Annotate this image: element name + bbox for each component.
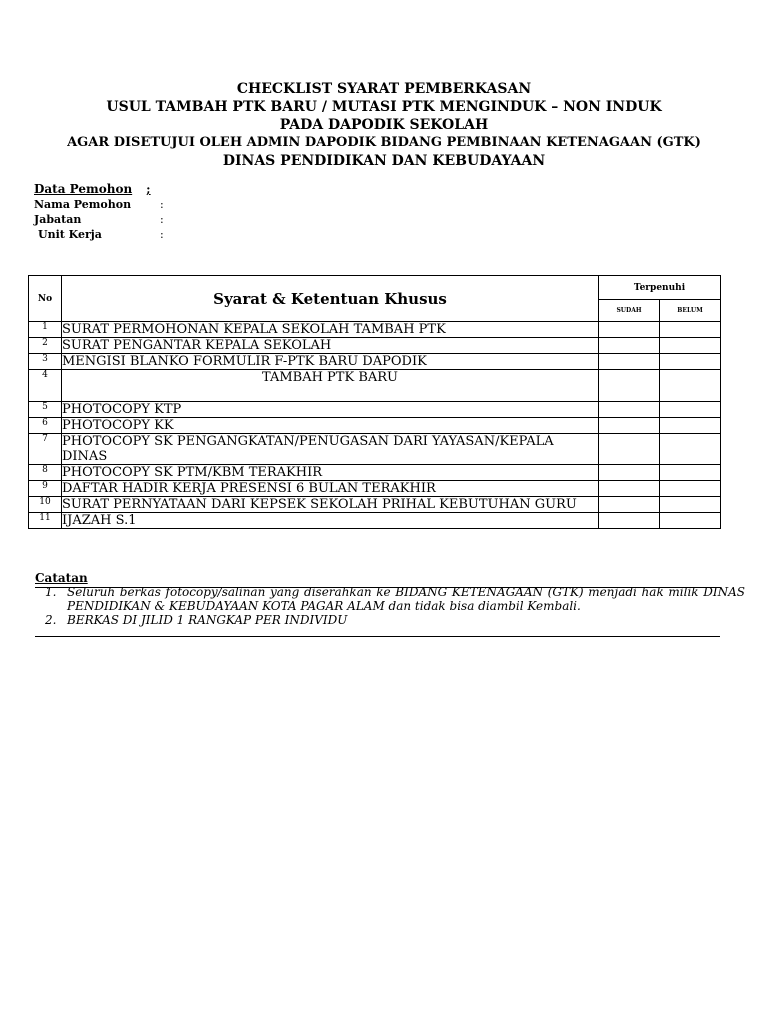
table-row bbox=[29, 434, 721, 465]
row-requirement: SURAT PERMOHONAN KEPALA SEKOLAH TAMBAH PTK bbox=[62, 322, 599, 338]
title-line-1: CHECKLIST SYARAT PEMBERKASAN bbox=[236, 81, 532, 97]
table-row bbox=[29, 338, 721, 354]
row-requirement: PHOTOCOPY SK PENGANGKATAN/PENUGASAN DARI YAYASAN/KEPALA DINAS bbox=[62, 434, 599, 465]
sudah-checkbox-cell[interactable] bbox=[599, 465, 660, 481]
row-number: 9 bbox=[29, 481, 62, 497]
notes-section bbox=[35, 571, 745, 627]
field-label: Jabatan bbox=[34, 213, 82, 226]
belum-checkbox-cell[interactable] bbox=[660, 354, 721, 370]
note-number: 1. bbox=[45, 585, 57, 599]
field-label: Nama Pemohon bbox=[34, 198, 132, 211]
applicant-section bbox=[34, 182, 170, 242]
sudah-checkbox-cell[interactable] bbox=[599, 481, 660, 497]
applicant-heading-suffix: ; bbox=[146, 182, 151, 196]
row-number: 10 bbox=[29, 497, 62, 513]
field-jabatan[interactable] bbox=[34, 212, 170, 227]
table-row bbox=[29, 481, 721, 497]
field-nama-pemohon[interactable] bbox=[34, 197, 170, 212]
sudah-checkbox-cell[interactable] bbox=[599, 338, 660, 354]
belum-checkbox-cell[interactable] bbox=[660, 497, 721, 513]
field-label: Unit Kerja bbox=[38, 228, 102, 241]
header-no: No bbox=[29, 276, 62, 322]
note-number: 2. bbox=[45, 613, 57, 627]
header-terpenuhi: Terpenuhi bbox=[599, 276, 721, 300]
table-row bbox=[29, 322, 721, 338]
table-row bbox=[29, 497, 721, 513]
applicant-heading bbox=[34, 182, 170, 196]
applicant-heading-label: Data Pemohon bbox=[34, 182, 133, 196]
row-number: 5 bbox=[29, 402, 62, 418]
row-requirement: PHOTOCOPY SK PTM/KBM TERAKHIR bbox=[62, 465, 599, 481]
field-colon: : bbox=[160, 213, 164, 226]
title-line-4: AGAR DISETUJUI OLEH ADMIN DAPODIK BIDANG PEMBINAAN KETENAGAAN (GTK) bbox=[67, 135, 701, 150]
notes-list bbox=[35, 585, 745, 627]
title-line-5: DINAS PENDIDIKAN DAN KEBUDAYAAN bbox=[222, 153, 546, 169]
belum-checkbox-cell[interactable] bbox=[660, 481, 721, 497]
field-unit-kerja[interactable] bbox=[34, 227, 170, 242]
sudah-checkbox-cell[interactable] bbox=[599, 513, 660, 529]
row-number: 3 bbox=[29, 354, 62, 370]
row-requirement: PHOTOCOPY KTP bbox=[62, 402, 599, 418]
belum-checkbox-cell[interactable] bbox=[660, 322, 721, 338]
table-row bbox=[29, 465, 721, 481]
row-number: 7 bbox=[29, 434, 62, 465]
row-number: 4 bbox=[29, 370, 62, 402]
sudah-checkbox-cell[interactable] bbox=[599, 434, 660, 465]
table-row bbox=[29, 418, 721, 434]
sudah-checkbox-cell[interactable] bbox=[599, 418, 660, 434]
belum-checkbox-cell[interactable] bbox=[660, 513, 721, 529]
field-colon: : bbox=[160, 228, 164, 241]
row-number: 6 bbox=[29, 418, 62, 434]
table-row bbox=[29, 354, 721, 370]
row-requirement: DAFTAR HADIR KERJA PRESENSI 6 BULAN TERAKHIR bbox=[62, 481, 599, 497]
header-sudah: SUDAH bbox=[599, 300, 660, 322]
row-number: 2 bbox=[29, 338, 62, 354]
note-item bbox=[35, 613, 745, 627]
sudah-checkbox-cell[interactable] bbox=[599, 497, 660, 513]
row-requirement: IJAZAH S.1 bbox=[62, 513, 599, 529]
belum-checkbox-cell[interactable] bbox=[660, 434, 721, 465]
header-belum: BELUM bbox=[660, 300, 721, 322]
requirements-table bbox=[28, 275, 721, 529]
sudah-checkbox-cell[interactable] bbox=[599, 322, 660, 338]
row-number: 11 bbox=[29, 513, 62, 529]
field-colon: : bbox=[160, 198, 164, 211]
sudah-checkbox-cell[interactable] bbox=[599, 354, 660, 370]
row-requirement: SURAT PENGANTAR KEPALA SEKOLAH bbox=[62, 338, 599, 354]
belum-checkbox-cell[interactable] bbox=[660, 465, 721, 481]
note-text: BERKAS DI JILID 1 RANGKAP PER INDIVIDU bbox=[67, 613, 348, 627]
belum-checkbox-cell[interactable] bbox=[660, 402, 721, 418]
belum-checkbox-cell[interactable] bbox=[660, 370, 721, 402]
row-number: 1 bbox=[29, 322, 62, 338]
title-line-2: USUL TAMBAH PTK BARU / MUTASI PTK MENGINDUK – NON INDUK bbox=[106, 99, 662, 115]
row-requirement: PHOTOCOPY KK bbox=[62, 418, 599, 434]
document-title bbox=[0, 80, 768, 170]
note-item bbox=[35, 585, 745, 613]
row-requirement: MENGISI BLANKO FORMULIR F-PTK BARU DAPODIK bbox=[62, 354, 599, 370]
row-requirement: SURAT PERNYATAAN DARI KEPSEK SEKOLAH PRIHAL KEBUTUHAN GURU bbox=[62, 497, 599, 513]
sudah-checkbox-cell[interactable] bbox=[599, 370, 660, 402]
title-line-3: PADA DAPODIK SEKOLAH bbox=[279, 117, 489, 133]
row-requirement: TAMBAH PTK BARU bbox=[62, 370, 599, 402]
note-text: Seluruh berkas fotocopy/salinan yang diserahkan ke BIDANG KETENAGAAN (GTK) menjadi hak milik DINAS PENDIDIKAN & KEBUDAYAAN KOTA PAGAR ALAM dan tidak bisa diambil Kembali. bbox=[67, 585, 745, 613]
belum-checkbox-cell[interactable] bbox=[660, 338, 721, 354]
table-row bbox=[29, 513, 721, 529]
table-row bbox=[29, 370, 721, 402]
header-syarat: Syarat & Ketentuan Khusus bbox=[62, 276, 599, 322]
table-row bbox=[29, 402, 721, 418]
row-number: 8 bbox=[29, 465, 62, 481]
notes-bottom-rule bbox=[35, 636, 720, 637]
belum-checkbox-cell[interactable] bbox=[660, 418, 721, 434]
notes-heading: Catatan bbox=[35, 571, 88, 585]
sudah-checkbox-cell[interactable] bbox=[599, 402, 660, 418]
